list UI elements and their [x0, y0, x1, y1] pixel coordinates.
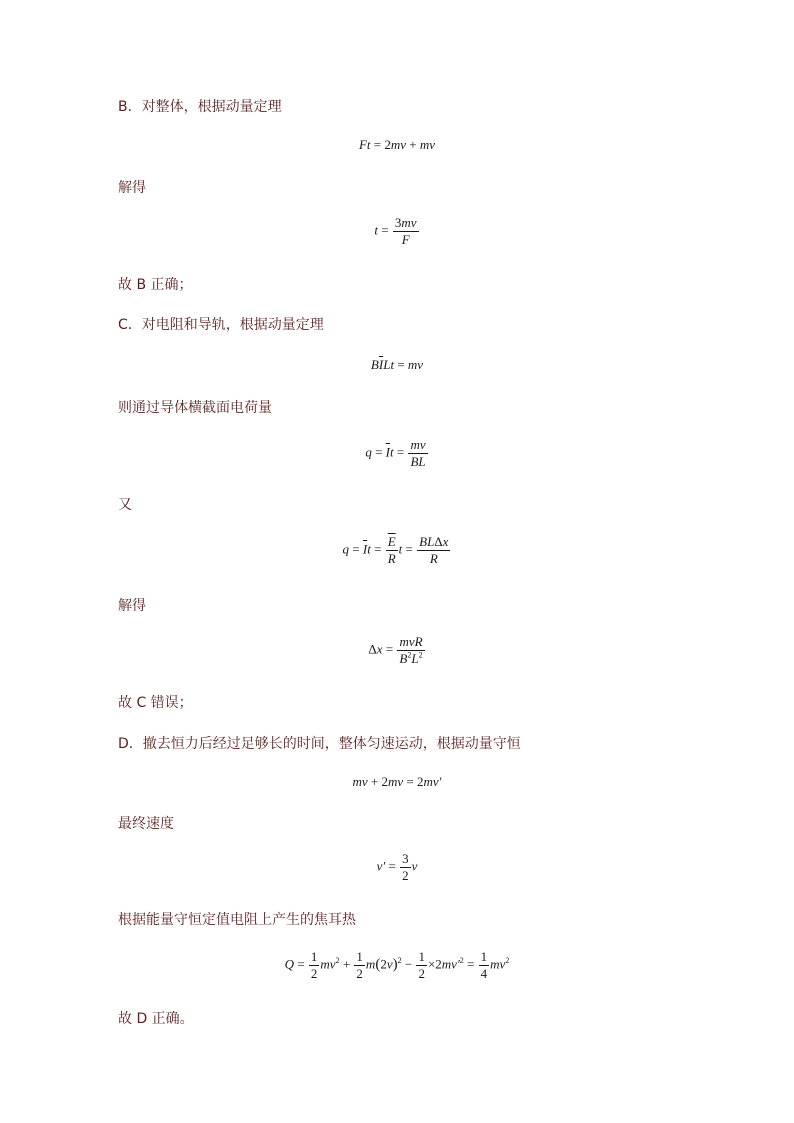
energy-text: 根据能量守恒定值电阻上产生的焦耳热: [118, 912, 356, 928]
equation-joule-heat: Q = $\frac{1}{2}$ $mv^2$ + $\frac{1}{2}$ $m(2v)^2$ − $\frac{1}{2}$ $\times 2mv'^2$ = $\frac{1}{4}$ $mv^2$: [284, 949, 510, 981]
c-conclusion-text: 故 C 错误；: [118, 695, 193, 711]
d-conclusion-text: 故 D 正确。: [118, 1011, 194, 1027]
jiede-text-1: 解得: [118, 180, 146, 196]
equation-final-speed: v′ = $\frac{3}{2}$ v: [376, 851, 418, 883]
eq1-text: Ft = 2mv + mv: [358, 137, 436, 152]
equation-delta-x: Δx = $\frac{\text{mvR}}{B^2L^2}$: [368, 634, 423, 666]
equation-charge-2: $q = \overline{I}t$ = $\frac{\overline{E}}{R}$ t = $\frac{\text{BLΔx}}{R}$: [342, 534, 449, 566]
equation-momentum-whole: [0, 137, 794, 153]
you-text: 又: [118, 497, 132, 513]
equation-t: t = $\frac{3mv}{F}$: [374, 215, 417, 247]
d-intro-text: D．撤去恒力后经过足够长的时间，整体匀速运动，根据动量守恒: [118, 736, 521, 752]
c-intro-text: C．对电阻和导轨，根据动量定理: [118, 317, 324, 333]
equation-impulse-rail: $B\overline{I}Lt$ = mv: [370, 357, 424, 372]
b-conclusion-text: 故 B 正确；: [118, 277, 193, 293]
jiede-text-2: 解得: [118, 598, 146, 614]
final-speed-text: 最终速度: [118, 816, 174, 832]
b-intro-text: B．对整体，根据动量定理: [118, 99, 282, 115]
equation-charge-1: $q = \overline{I}t$ = $\frac{mv}{BL}$: [365, 437, 426, 469]
equation-momentum-conservation: mv + 2mv = 2mv′: [352, 774, 442, 789]
c-charge-text: 则通过导体横截面电荷量: [118, 400, 272, 416]
equation-text-index: [0, 1100, 794, 1101]
